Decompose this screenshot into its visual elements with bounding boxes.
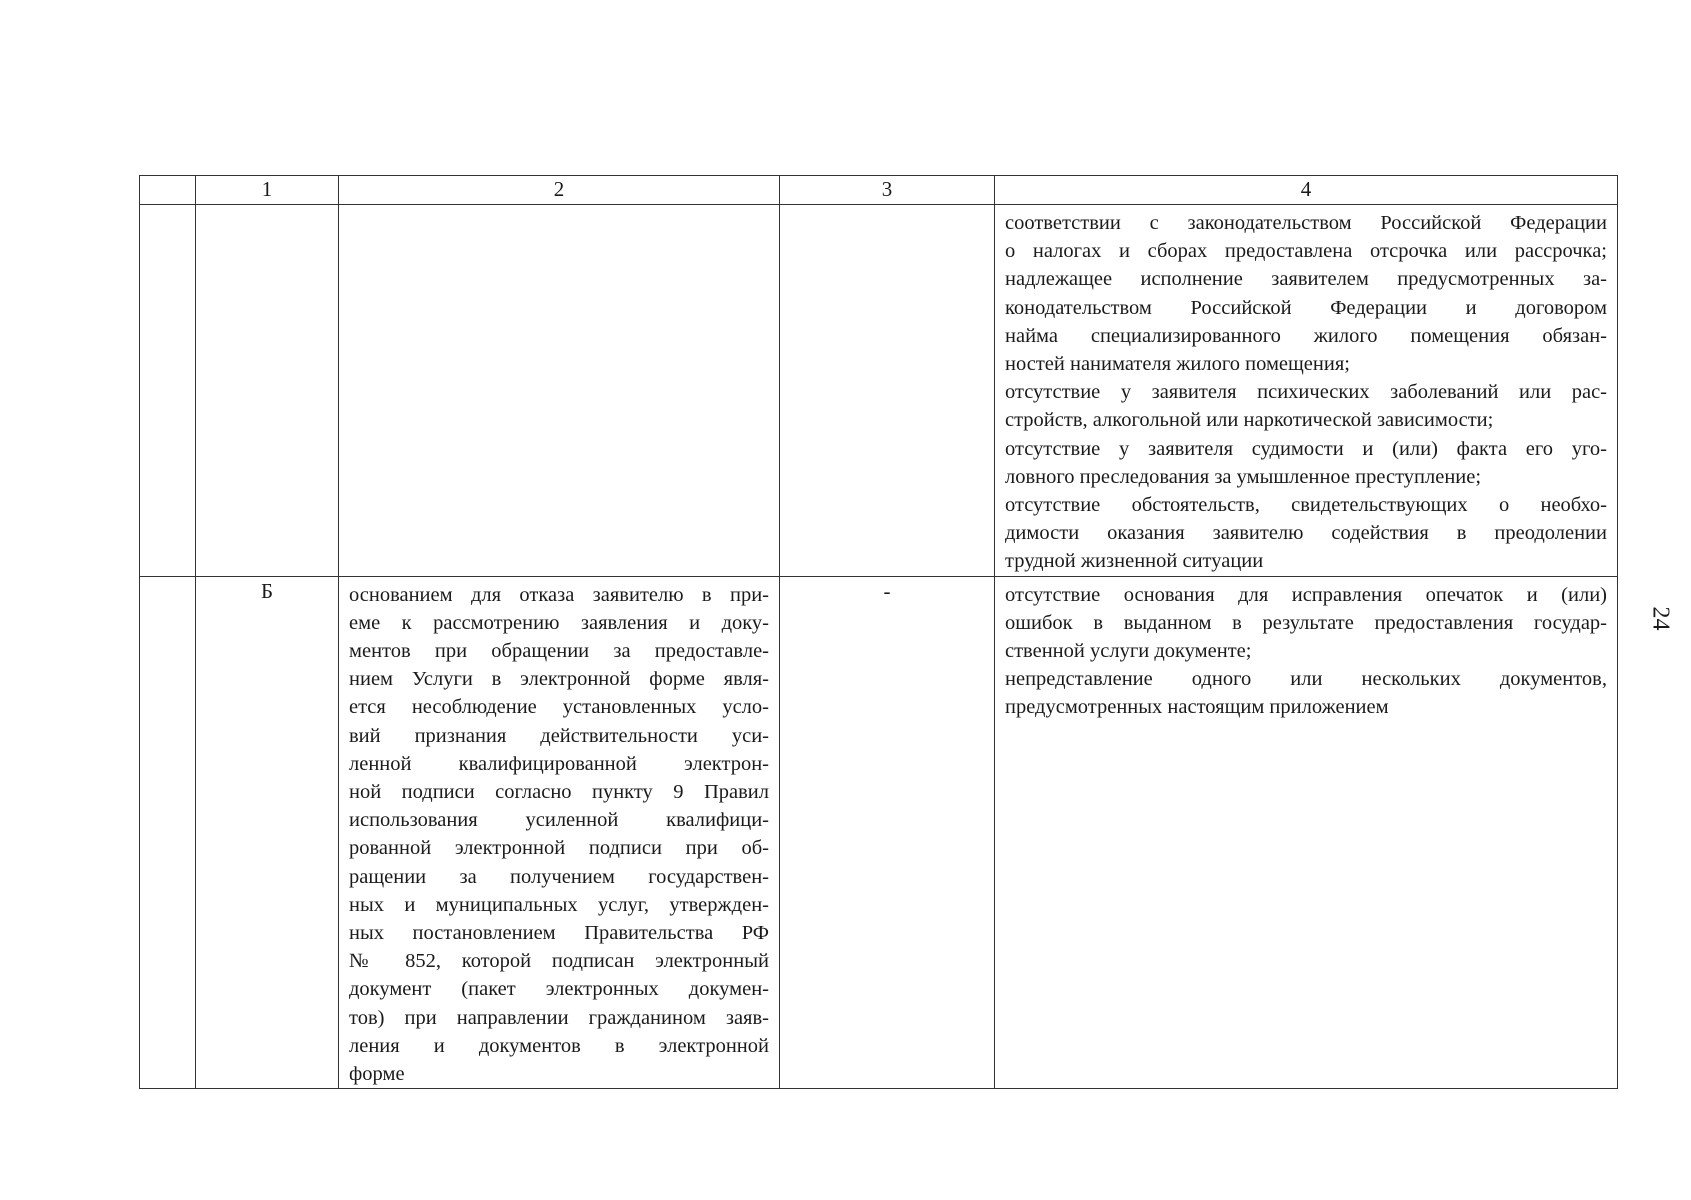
text-line: рованной электронной подписи при об- (349, 837, 769, 860)
text-line: использования усиленной квалифици- (349, 809, 769, 832)
text-line: ной подписи согласно пункту 9 Правил (349, 781, 769, 804)
text-line: ления и документов в электронной (349, 1034, 769, 1057)
header-cell-2: 2 (339, 176, 780, 205)
page-number: 24 (1647, 606, 1674, 631)
text-line: документ (пакет электронных докумен- (349, 978, 769, 1001)
text-line: надлежащее исполнение заявителем предусмотренных за- (1005, 268, 1607, 291)
text-line: ращении за получением государствен- (349, 865, 769, 888)
table-row (140, 205, 1618, 577)
row1-cell-0 (140, 205, 196, 577)
text-line: отсутствие основания для исправления опечаток и (или) (1005, 583, 1607, 606)
header-cell-4: 4 (995, 176, 1618, 205)
row1-cell-1 (196, 205, 339, 577)
row2-col4-text (995, 577, 1617, 722)
header-cell-0 (140, 176, 196, 205)
row1-cell-3 (780, 205, 995, 577)
text-line: отсутствие у заявителя судимости и (или) факта его уго- (1005, 437, 1607, 460)
text-line: отсутствие обстоятельств, свидетельствующих о необхо- (1005, 494, 1607, 517)
text-line: предусмотренных настоящим приложением (1005, 696, 1389, 719)
text-line: вий признания действительности уси- (349, 724, 769, 747)
row1-cell-4 (995, 205, 1618, 577)
text-line: ловного преследования за умышленное преступление; (1005, 465, 1482, 488)
text-line: стройств, алкогольной или наркотической зависимости; (1005, 409, 1494, 432)
text-line: тов) при направлении гражданином заяв- (349, 1006, 769, 1029)
text-line: нием Услуги в электронной форме явля- (349, 668, 769, 691)
text-line: димости оказания заявителю содействия в преодолении (1005, 522, 1607, 545)
row2-cell-3: - (780, 576, 995, 1089)
text-line: ошибок в выданном в результате предоставления государ- (1005, 611, 1607, 634)
text-line: ных и муниципальных услуг, утвержден- (349, 893, 769, 916)
text-line: соответствии с законодательством Российской Федерации (1005, 212, 1607, 234)
text-line: форме (349, 1063, 405, 1086)
text-line: ментов при обращении за предоставле- (349, 640, 769, 663)
row2-cell-0 (140, 576, 196, 1089)
text-line: трудной жизненной ситуации (1005, 550, 1264, 573)
document-table (139, 175, 1618, 1089)
row2-cell-4 (995, 576, 1618, 1089)
header-cell-3: 3 (780, 176, 995, 205)
row2-col2-text (339, 577, 779, 1089)
text-line: № 852, которой подписан электронный (349, 950, 769, 973)
text-line: непредставление одного или нескольких документов, (1005, 668, 1607, 691)
row1-cell-2 (339, 205, 780, 577)
row2-cell-2 (339, 576, 780, 1089)
text-line: ственной услуги документе; (1005, 640, 1252, 663)
text-line: о налогах и сборах предоставлена отсрочка или рассрочка; (1005, 240, 1607, 263)
text-line: ностей нанимателя жилого помещения; (1005, 353, 1350, 376)
text-line: ленной квалифицированной электрон- (349, 752, 769, 775)
text-line: конодательством Российской Федерации и договором (1005, 296, 1607, 319)
text-line: основанием для отказа заявителю в при- (349, 583, 769, 606)
row1-col4-text (995, 205, 1617, 576)
text-line: отсутствие у заявителя психических заболеваний или рас- (1005, 381, 1607, 404)
text-line: ных постановлением Правительства РФ (349, 922, 769, 945)
text-line: еме к рассмотрению заявления и доку- (349, 611, 769, 634)
table-row (140, 576, 1618, 1089)
text-line: найма специализированного жилого помещения обязан- (1005, 324, 1607, 347)
header-cell-1: 1 (196, 176, 339, 205)
header-row (140, 176, 1618, 205)
row2-cell-1: Б (196, 576, 339, 1089)
text-line: ется несоблюдение установленных усло- (349, 696, 769, 719)
